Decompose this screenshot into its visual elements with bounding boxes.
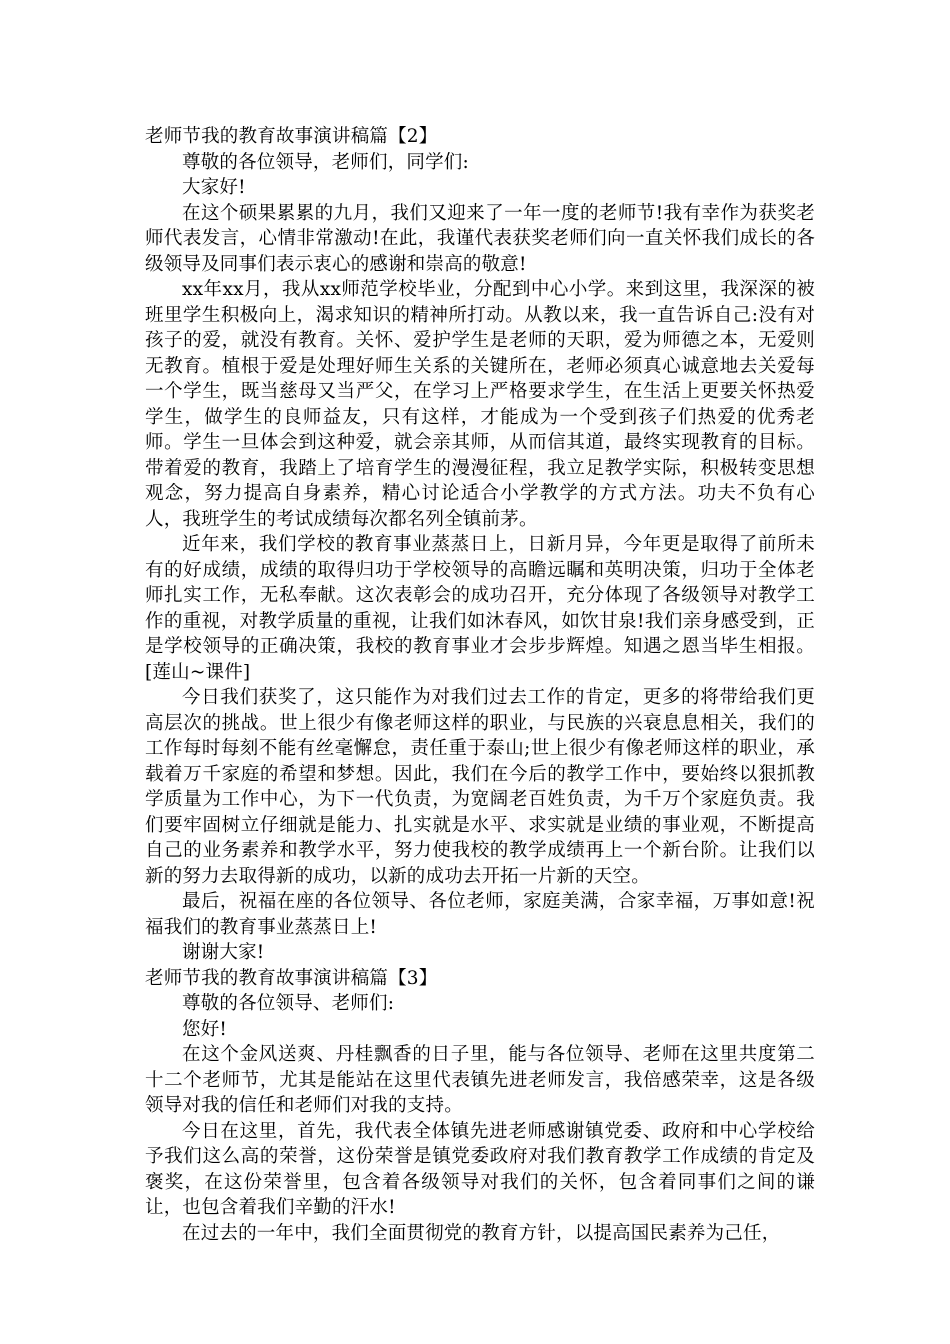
section-heading: 老师节我的教育故事演讲稿篇【3】 xyxy=(145,967,438,989)
paragraph: 在过去的一年中，我们全面贯彻党的教育方针，以提高国民素养为己任， xyxy=(182,1222,781,1244)
salutation: 尊敬的各位领导，老师们，同学们: xyxy=(182,151,469,173)
paragraph: xx年xx月，我从xx师范学校毕业，分配到中心小学。来到这里，我深深的被班里学生积极向上，渴求知识的精神所打动。从教以来，我一直告诉自己:没有对孩子的爱，就没有教育。关怀、爱护学生是老师的天职，爱为师德之本，无爱则无教育。植根于爱是处理好师生关系的关键所在，老师必须真心诚意地去关爱每一个学生，既当慈母又当严父，在学习上严格要求学生，在生活上更要关怀热爱学生，做学生的良师益友，只有这样，才能成为一个受到孩子们热爱的优秀老师。学生一旦体会到这种爱，就会亲其师，从而信其道，最终实现教育的目标。带着爱的教育，我踏上了培育学生的漫漫征程，我立足教学实际，积极转变思想观念，努力提高自身素养，精心讨论适合小学教学的方式方法。功夫不负有心人，我班学生的考试成绩每次都名列全镇前茅。 xyxy=(145,279,815,530)
paragraph: 在这个金风送爽、丹桂飘香的日子里，能与各位领导、老师在这里共度第二十二个老师节，尤其是能站在这里代表镇先进老师发言，我倍感荣幸，这是各级领导对我的信任和老师们对我的支持。 xyxy=(145,1044,815,1116)
paragraph: 近年来，我们学校的教育事业蒸蒸日上，日新月异，今年更是取得了前所未有的好成绩，成绩的取得归功于学校领导的高瞻远瞩和英明决策，归功于全体老师扎实工作，无私奉献。这次表彰会的成功召开，充分体现了各级领导对教学工作的重视，对教学质量的重视，让我们如沐春风，如饮甘泉!我们亲身感受到，正是学校领导的正确决策，我校的教育事业才会步步辉煌。知遇之恩当毕生相报。[莲山~课件] xyxy=(145,534,815,683)
paragraph: 今日在这里，首先，我代表全体镇先进老师感谢镇党委、政府和中心学校给予我们这么高的荣誉，这份荣誉是镇党委政府对我们教育教学工作成绩的肯定及褒奖，在这份荣誉里，包含着各级领导对我们的关怀，包含着同事们之间的谦让，也包含着我们辛勤的汗水! xyxy=(145,1120,815,1218)
paragraph: 在这个硕果累累的九月，我们又迎来了一年一度的老师节!我有幸作为获奖老师代表发言，心情非常激动!在此，我谨代表获奖老师们向一直关怀我们成长的各级领导及同事们表示衷心的感谢和崇高的敬意! xyxy=(145,202,815,275)
section-heading: 老师节我的教育故事演讲稿篇【2】 xyxy=(145,126,438,147)
salutation: 尊敬的各位领导、老师们: xyxy=(182,993,395,1014)
greeting: 大家好! xyxy=(182,177,246,198)
paragraph: 最后，祝福在座的各位领导、各位老师，家庭美满，合家幸福，万事如意!祝福我们的教育事业蒸蒸日上! xyxy=(145,891,815,938)
greeting: 您好! xyxy=(182,1018,228,1040)
closing-thanks: 谢谢大家! xyxy=(182,942,265,963)
paragraph: 今日我们获奖了，这只能作为对我们过去工作的肯定，更多的将带给我们更高层次的挑战。世上很少有像老师这样的职业，与民族的兴衰息息相关，我们的工作每时每刻不能有丝毫懈怠，责任重于泰山;世上很少有像老师这样的职业，承载着万千家庭的希望和梦想。因此，我们在今后的教学工作中，要始终以狠抓教学质量为工作中心，为下一代负责，为宽阔老百姓负责，为千万个家庭负责。我们要牢固树立仔细就是能力、扎实就是水平、求实就是业绩的事业观，不断提高自己的业务素养和教学水平，努力使我校的教学成绩再上一个新台阶。让我们以新的努力去取得新的成功，以新的成功去开拓一片新的天空。 xyxy=(145,687,815,887)
document-body xyxy=(145,124,815,1246)
